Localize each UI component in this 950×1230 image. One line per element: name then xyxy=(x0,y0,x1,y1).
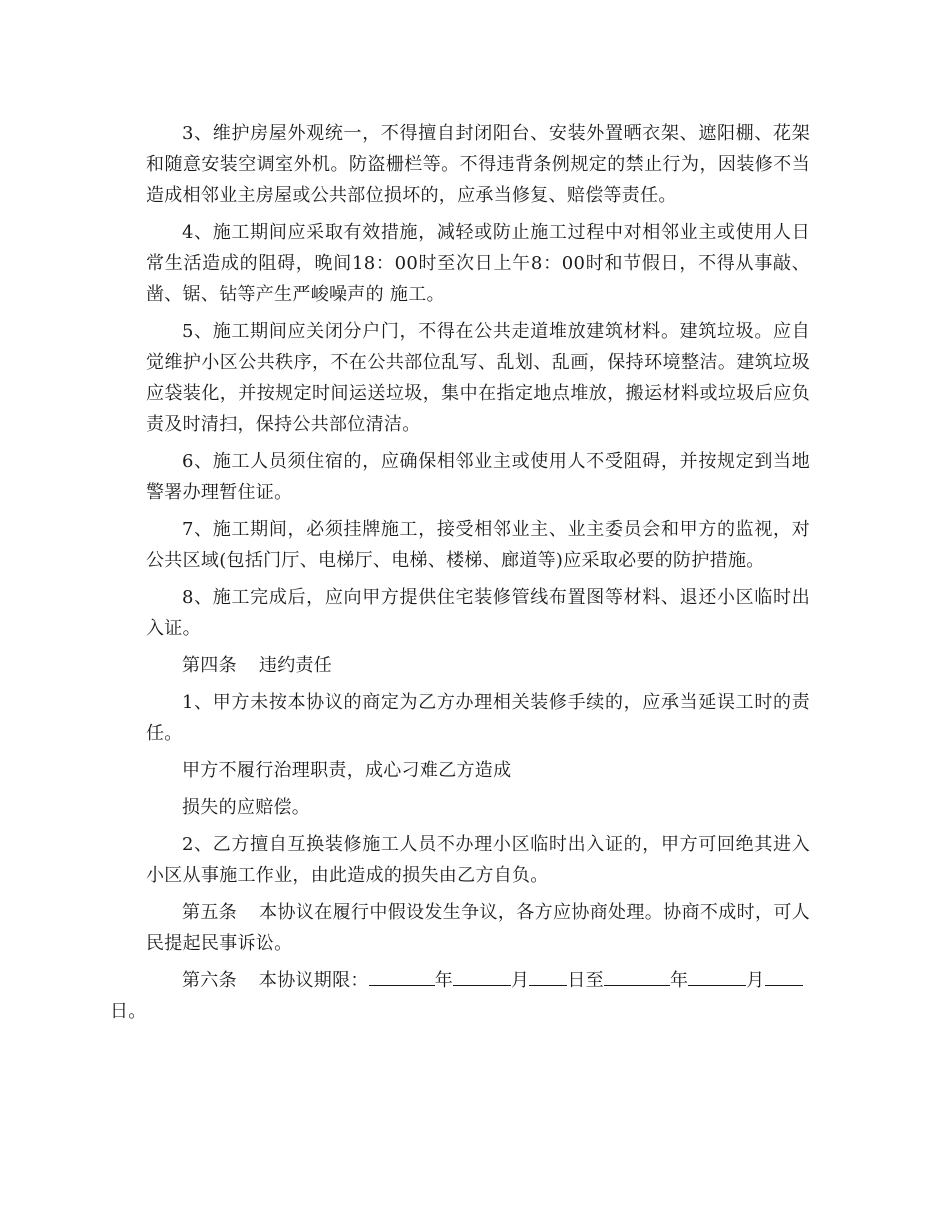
article-4-heading xyxy=(146,650,810,681)
article-5-label: 第五条 xyxy=(182,902,238,923)
month-blank-1[interactable] xyxy=(453,965,511,986)
article-4-item-1: 1、甲方未按本协议的商定为乙方办理相关装修手续的，应承当延误工时的责任。 xyxy=(146,692,810,744)
year-blank-1[interactable] xyxy=(369,965,435,986)
day-blank-2[interactable] xyxy=(765,965,803,986)
clause-4: 4、施工期间应采取有效措施，减轻或防止施工过程中对相邻业主或使用人日常生活造成的阻碍，晚间18：00时至次日上午8：00时和节假日，不得从事敲、凿、锯、钻等产生严峻噪声的 施工。 xyxy=(146,222,810,305)
article-4-item-2: 2、乙方擅自互换装修施工人员不办理小区临时出入证的，甲方可回绝其进入小区从事施工作业，由此造成的损失由乙方自负。 xyxy=(146,834,810,886)
article-6-label: 第六条 xyxy=(182,970,237,991)
year-label-2: 年 xyxy=(669,970,689,991)
day-end-label: 日。 xyxy=(110,1001,147,1022)
month-blank-2[interactable] xyxy=(688,965,746,986)
clause-8: 8、施工完成后，应向甲方提供住宅装修管线布置图等材料、退还小区临时出入证。 xyxy=(146,587,810,639)
month-label-2: 月 xyxy=(746,970,765,991)
article-5-text: 本协议在履行中假设发生争议，各方应协商处理。协商不成时，可人民提起民事诉讼。 xyxy=(146,902,810,954)
clause-6: 6、施工人员须住宿的，应确保相邻业主或使用人不受阻碍，并按规定到当地警署办理暂住证。 xyxy=(146,451,810,503)
article-4-item-1-end: 损失的应赔偿。 xyxy=(182,797,311,818)
article-4-label: 第四条 xyxy=(182,655,237,676)
article-6 xyxy=(110,965,810,1027)
article-5 xyxy=(146,897,810,959)
article-6-prefix: 本协议期限： xyxy=(258,970,369,991)
article-4-item-1-continued: 甲方不履行治理职责，成心刁难乙方造成 xyxy=(182,760,512,781)
day-blank-1[interactable] xyxy=(529,965,567,986)
year-blank-2[interactable] xyxy=(604,965,670,986)
year-label-1: 年 xyxy=(434,970,454,991)
day-to-label: 日至 xyxy=(567,970,604,991)
month-label-1: 月 xyxy=(511,970,530,991)
document-body xyxy=(110,118,810,1033)
clause-7: 7、施工期间，必须挂牌施工，接受相邻业主、业主委员会和甲方的监视，对公共区域(包括门厅、电梯厅、电梯、楼梯、廊道等)应采取必要的防护措施。 xyxy=(146,519,810,571)
clause-5: 5、施工期间应关闭分户门，不得在公共走道堆放建筑材料。建筑垃圾。应自觉维护小区公共秩序，不在公共部位乱写、乱划、乱画，保持环境整洁。建筑垃圾应袋装化，并按规定时间运送垃圾，集中在指定地点堆放，搬运材料或垃圾后应负责及时清扫，保持公共部位清洁。 xyxy=(146,321,810,435)
article-4-title: 违约责任 xyxy=(258,655,333,676)
clause-3: 3、维护房屋外观统一，不得擅自封闭阳台、安装外置晒衣架、遮阳棚、花架和随意安装空调室外机。防盗栅栏等。不得违背条例规定的禁止行为，因装修不当造成相邻业主房屋或公共部位损坏的，应承当修复、赔偿等责任。 xyxy=(146,123,810,206)
